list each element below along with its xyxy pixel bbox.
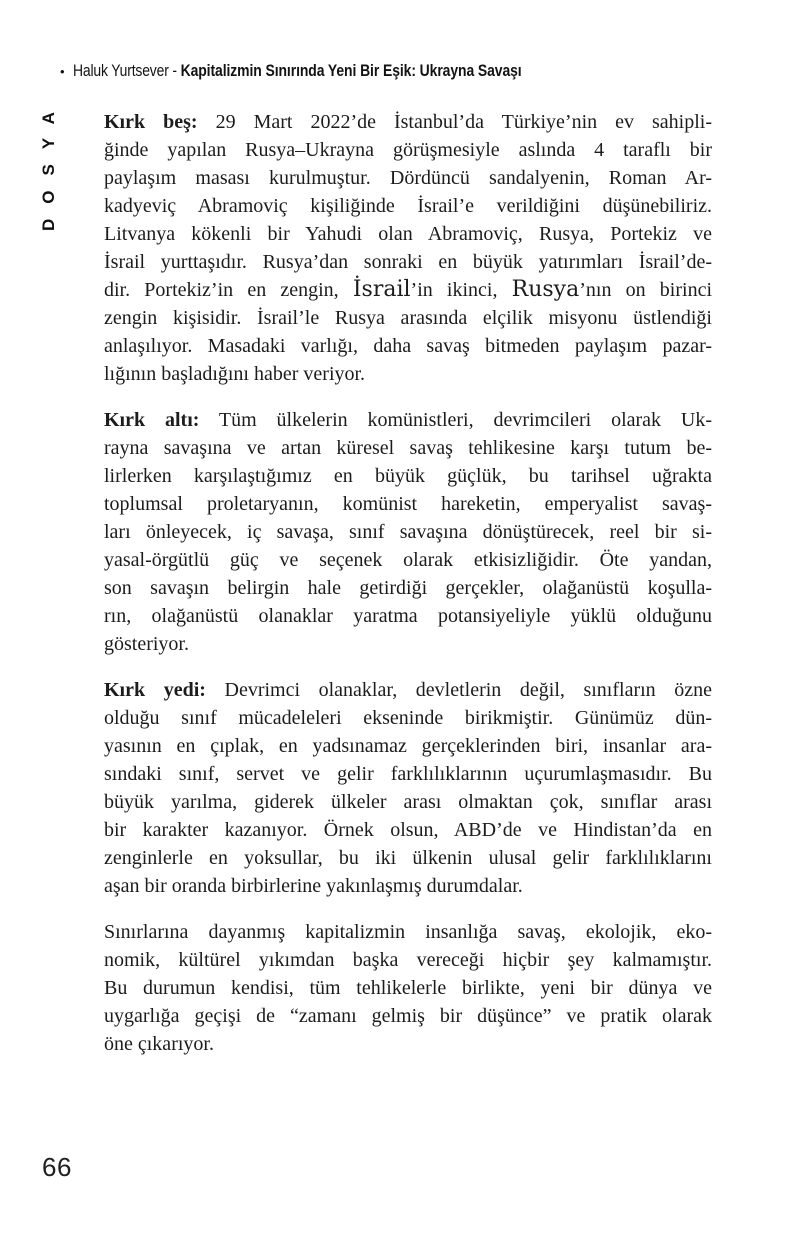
text-segment: Devrimci olanaklar, devletlerin değil, sınıfların özne bbox=[205, 679, 712, 701]
paragraph bbox=[104, 918, 712, 1058]
text-segment: yasal-örgütlü güç ve seçenek olarak etkisizliğidir. Öte yandan, bbox=[104, 549, 712, 571]
page-body bbox=[104, 108, 712, 1058]
text-line bbox=[104, 676, 712, 704]
text-segment: rayna savaşına ve artan küresel savaş tehlikesine karşı tutum be- bbox=[104, 437, 712, 459]
text-segment: lirlerken karşılaştığımız en büyük güçlük, bu tarihsel uğrakta bbox=[104, 465, 712, 487]
text-line bbox=[104, 602, 712, 630]
text-segment: anlaşılıyor. Masadaki varlığı, daha savaş bitmeden paylaşım pazar- bbox=[104, 335, 712, 357]
text-segment: kadyeviç Abramoviç kişiliğinde İsrail’e verildiğini düşünebiliriz. bbox=[104, 195, 712, 217]
text-line bbox=[104, 1030, 712, 1058]
page-number: 66 bbox=[42, 1152, 72, 1182]
text-line bbox=[104, 462, 712, 490]
text-segment: paylaşım masası kurulmuştur. Dördüncü sandalyenin, Roman Ar- bbox=[104, 167, 712, 189]
text-line bbox=[104, 248, 712, 276]
text-segment: öne çıkarıyor. bbox=[104, 1033, 214, 1055]
header-title: Kapitalizmin Sınırında Yeni Bir Eşik: Ukrayna Savaşı bbox=[180, 61, 522, 80]
text-line bbox=[104, 574, 712, 602]
text-line bbox=[104, 406, 712, 434]
text-line bbox=[104, 760, 712, 788]
text-line bbox=[104, 704, 712, 732]
text-line bbox=[104, 974, 712, 1002]
text-line bbox=[104, 276, 712, 304]
text-line bbox=[104, 732, 712, 760]
text-segment: toplumsal proletaryanın, komünist hareketin, emperyalist savaş- bbox=[104, 493, 712, 515]
text-segment: İsrail bbox=[352, 277, 411, 302]
text-segment: aşan bir oranda birbirlerine yakınlaşmış durumdalar. bbox=[104, 875, 523, 897]
text-line bbox=[104, 816, 712, 844]
text-line bbox=[104, 946, 712, 974]
section-label-vertical: DOSYA bbox=[39, 97, 58, 231]
text-line bbox=[104, 360, 712, 388]
text-segment: son savaşın belirgin hale getirdiği gerçekler, olağanüstü koşulla- bbox=[104, 577, 712, 599]
text-line bbox=[104, 136, 712, 164]
text-segment: zenginlerle en yoksullar, bu iki ülkenin ulusal gelir farklılıklarını bbox=[104, 847, 712, 869]
text-line bbox=[104, 518, 712, 546]
text-line bbox=[104, 108, 712, 136]
header-text bbox=[73, 62, 522, 81]
text-segment: Rusya bbox=[511, 277, 580, 302]
text-line bbox=[104, 918, 712, 946]
paragraph bbox=[104, 108, 712, 388]
text-line bbox=[104, 490, 712, 518]
text-segment: nomik, kültürel yıkımdan başka vereceği hiçbir şey kalmamıştır. bbox=[104, 949, 712, 971]
text-line bbox=[104, 546, 712, 574]
text-line bbox=[104, 788, 712, 816]
text-line bbox=[104, 332, 712, 360]
text-segment: olduğu sınıf mücadeleleri ekseninde birikmiştir. Günümüz dün- bbox=[104, 707, 712, 729]
text-segment: ları önleyecek, iç savaşa, sınıf savaşına dönüştürecek, reel bir si- bbox=[104, 521, 712, 543]
text-segment: ’in ikinci, bbox=[410, 279, 512, 301]
paragraph bbox=[104, 406, 712, 658]
paragraph-lead: Kırk altı: bbox=[104, 409, 200, 431]
text-line bbox=[104, 192, 712, 220]
paragraph bbox=[104, 676, 712, 900]
text-line bbox=[104, 844, 712, 872]
text-segment: rın, olağanüstü olanaklar yaratma potansiyeliyle yüklü olduğunu bbox=[104, 605, 712, 627]
text-segment: Sınırlarına dayanmış kapitalizmin insanlığa savaş, ekolojik, eko- bbox=[104, 921, 712, 943]
text-line bbox=[104, 1002, 712, 1030]
text-segment: dir. Portekiz’in en zengin, bbox=[104, 279, 353, 301]
text-line bbox=[104, 434, 712, 462]
text-segment: büyük yarılma, giderek ülkeler arası olmaktan çok, sınıflar arası bbox=[104, 791, 712, 813]
text-line bbox=[104, 220, 712, 248]
text-segment: gösteriyor. bbox=[104, 633, 189, 655]
text-line bbox=[104, 872, 712, 900]
text-segment: ’nın on birinci bbox=[579, 279, 712, 301]
text-segment: Tüm ülkelerin komünistleri, devrimcileri olarak Uk- bbox=[199, 409, 712, 431]
running-header bbox=[60, 62, 620, 81]
text-segment: bir karakter kazanıyor. Örnek olsun, ABD’de ve Hindistan’da en bbox=[104, 819, 712, 841]
text-segment: ğinde yapılan Rusya–Ukrayna görüşmesiyle aslında 4 taraflı bir bbox=[104, 139, 712, 161]
text-segment: Litvanya kökenli bir Yahudi olan Abramoviç, Rusya, Portekiz ve bbox=[104, 223, 712, 245]
text-segment: 29 Mart 2022’de İstanbul’da Türkiye’nin ev sahipli- bbox=[197, 111, 712, 133]
text-segment: zengin kişisidir. İsrail’le Rusya arasında elçilik misyonu üstlendiği bbox=[104, 307, 712, 329]
text-line bbox=[104, 164, 712, 192]
bullet-icon: • bbox=[60, 63, 65, 79]
text-segment: lığının başladığını haber veriyor. bbox=[104, 363, 366, 385]
text-segment: sındaki sınıf, servet ve gelir farklılıklarının uçurumlaşmasıdır. Bu bbox=[104, 763, 712, 785]
text-line bbox=[104, 630, 712, 658]
paragraph-lead: Kırk beş: bbox=[104, 111, 198, 133]
text-segment: yasının en çıplak, en yadsınamaz gerçeklerinden biri, insanlar ara- bbox=[104, 735, 712, 757]
text-line bbox=[104, 304, 712, 332]
text-segment: uygarlığa geçişi de “zamanı gelmiş bir düşünce” ve pratik olarak bbox=[104, 1005, 712, 1027]
paragraph-lead: Kırk yedi: bbox=[104, 679, 206, 701]
header-author: Haluk Yurtsever - bbox=[72, 61, 181, 80]
text-segment: İsrail yurttaşıdır. Rusya’dan sonraki en büyük yatırımları İsrail’de- bbox=[104, 251, 712, 273]
text-segment: Bu durumun kendisi, tüm tehlikelerle birlikte, yeni bir dünya ve bbox=[104, 977, 712, 999]
